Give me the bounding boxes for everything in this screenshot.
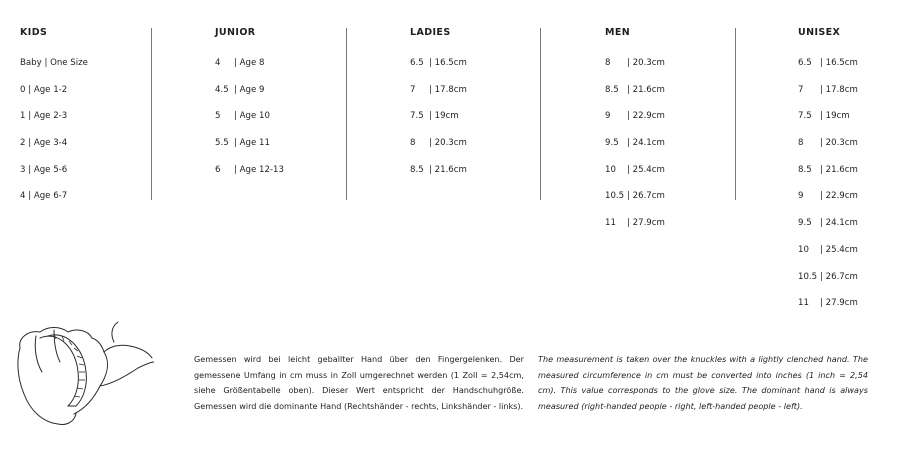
- list-item: 8.5 | 21.6cm: [798, 164, 858, 175]
- list-item: 5.5 | Age 11: [215, 138, 270, 149]
- list-item: 10.5 | 26.7cm: [798, 271, 858, 282]
- list-item: 8 | 20.3cm: [798, 138, 858, 149]
- list-item: 10 | 25.4cm: [605, 164, 665, 175]
- column-title-unisex: UNISEX: [798, 27, 841, 38]
- list-item: 6 | Age 12-13: [215, 164, 284, 175]
- column-divider: [540, 28, 541, 200]
- list-item: 8 | 20.3cm: [410, 138, 467, 149]
- list-item: 6.5 | 16.5cm: [410, 58, 467, 68]
- list-item: 7.5 | 19cm: [410, 111, 459, 122]
- list-item: 5 | Age 10: [215, 111, 270, 122]
- column-title-ladies: LADIES: [410, 27, 451, 38]
- column-title-junior: JUNIOR: [215, 27, 256, 38]
- column-title-kids: KIDS: [20, 27, 48, 38]
- list-item: 3 | Age 5-6: [20, 164, 68, 175]
- list-item: 8.5 | 21.6cm: [410, 164, 467, 175]
- column-divider: [735, 28, 736, 200]
- list-item: 7 | 17.8cm: [410, 84, 467, 95]
- list-item: 9.5 | 24.1cm: [798, 218, 858, 229]
- size-list-men: [605, 57, 665, 244]
- size-list-ladies: [410, 57, 467, 190]
- size-list-unisex: [798, 57, 858, 324]
- list-item: 7.5 | 19cm: [798, 111, 850, 122]
- list-item: 11 | 27.9cm: [605, 218, 665, 229]
- list-item: 2 | Age 3-4: [20, 138, 68, 149]
- list-item: 4 | Age 8: [215, 58, 265, 68]
- size-list-junior: [215, 57, 284, 190]
- column-divider: [346, 28, 347, 200]
- list-item: 4 | Age 6-7: [20, 191, 68, 202]
- list-item: 6.5 | 16.5cm: [798, 58, 858, 68]
- list-item: 7 | 17.8cm: [798, 84, 858, 95]
- list-item: 11 | 27.9cm: [798, 298, 858, 309]
- size-list-kids: [20, 57, 88, 217]
- hand-measuring-illustration: [14, 318, 154, 430]
- list-item: 9 | 22.9cm: [798, 191, 858, 202]
- list-item: 8 | 20.3cm: [605, 58, 665, 68]
- list-item: 1 | Age 2-3: [20, 111, 68, 122]
- list-item: 9 | 22.9cm: [605, 111, 665, 122]
- column-divider: [151, 28, 152, 200]
- list-item: Baby | One Size: [20, 58, 88, 68]
- list-item: 8.5 | 21.6cm: [605, 84, 665, 95]
- list-item: 10.5 | 26.7cm: [605, 191, 665, 202]
- list-item: 10 | 25.4cm: [798, 244, 858, 255]
- measurement-instructions-german: Gemessen wird bei leicht geballter Hand über den Fingergelenken. Der gemessene Umfang in cm muss in Zoll umgerechnet werden (1 Zoll = 2,54cm, siehe Größentabelle oben). Dieser Wert entspricht der Handschuhgröße. Gemessen wird die dominante Hand (Rechtshänder - rechts, Linkshänder - links).: [194, 354, 524, 411]
- measurement-instructions-english: The measurement is taken over the knuckles with a lightly clenched hand. The measured circumference in cm must be converted into inches (1 inch = 2,54 cm). This value corresponds to the glove size. The dominant hand is always measured (right-handed people - right, left-handed people - left).: [538, 354, 868, 411]
- list-item: 9.5 | 24.1cm: [605, 138, 665, 149]
- list-item: 4.5 | Age 9: [215, 84, 265, 95]
- list-item: 0 | Age 1-2: [20, 84, 68, 95]
- column-title-men: MEN: [605, 27, 631, 38]
